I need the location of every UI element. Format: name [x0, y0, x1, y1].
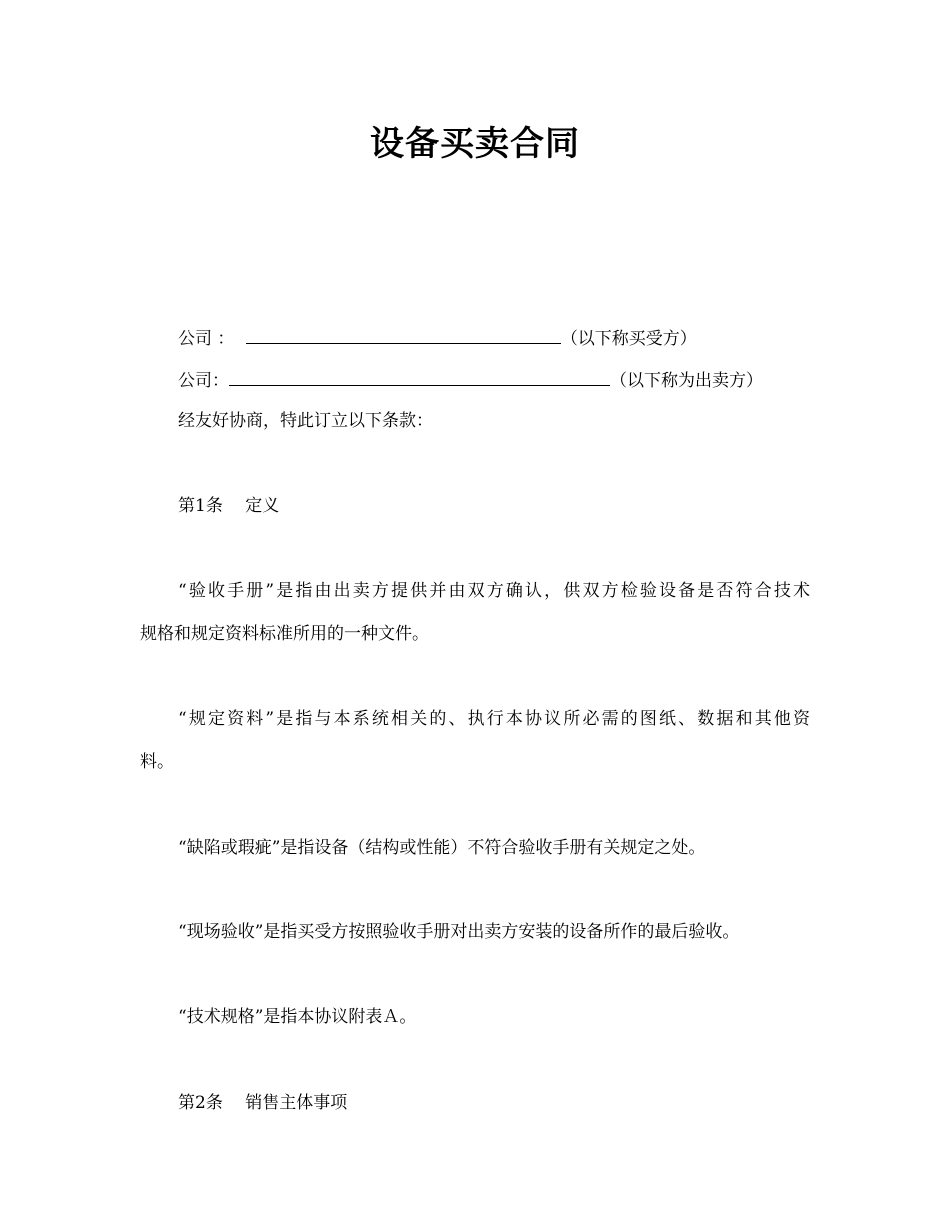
seller-suffix: （以下称为出卖方）	[610, 371, 763, 391]
buyer-label: 公司 ：	[178, 329, 235, 349]
seller-line	[178, 369, 763, 391]
definition-acceptance-manual-line2: 规格和规定资料标准所用的一种文件。	[140, 624, 429, 644]
seller-blank[interactable]	[229, 369, 610, 386]
buyer-suffix: （以下称买受方）	[560, 329, 697, 349]
definition-technical-spec: “技术规格”是指本协议附表Ａ。	[178, 1007, 417, 1027]
definition-acceptance-manual-line1: “验收手册”是指由出卖方提供并由双方确认，供双方检验设备是否符合技术	[178, 581, 810, 601]
buyer-line	[178, 327, 697, 349]
intro-text: 经友好协商，特此订立以下条款：	[178, 411, 433, 431]
definition-specified-materials-line2: 料。	[140, 752, 174, 772]
document-title: 设备买卖合同	[370, 124, 580, 164]
seller-label: 公司：	[178, 371, 229, 391]
article-1-heading: 第1条 定义	[178, 496, 280, 516]
buyer-blank[interactable]	[246, 327, 561, 344]
definition-specified-materials-line1: “规定资料”是指与本系统相关的、执行本协议所必需的图纸、数据和其他资	[178, 709, 810, 729]
article-2-heading: 第2条 销售主体事项	[178, 1093, 348, 1113]
definition-site-acceptance: “现场验收”是指买受方按照验收手册对出卖方安装的设备所作的最后验收。	[178, 922, 740, 942]
definition-defect: “缺陷或瑕疵”是指设备（结构或性能）不符合验收手册有关规定之处。	[178, 838, 706, 858]
